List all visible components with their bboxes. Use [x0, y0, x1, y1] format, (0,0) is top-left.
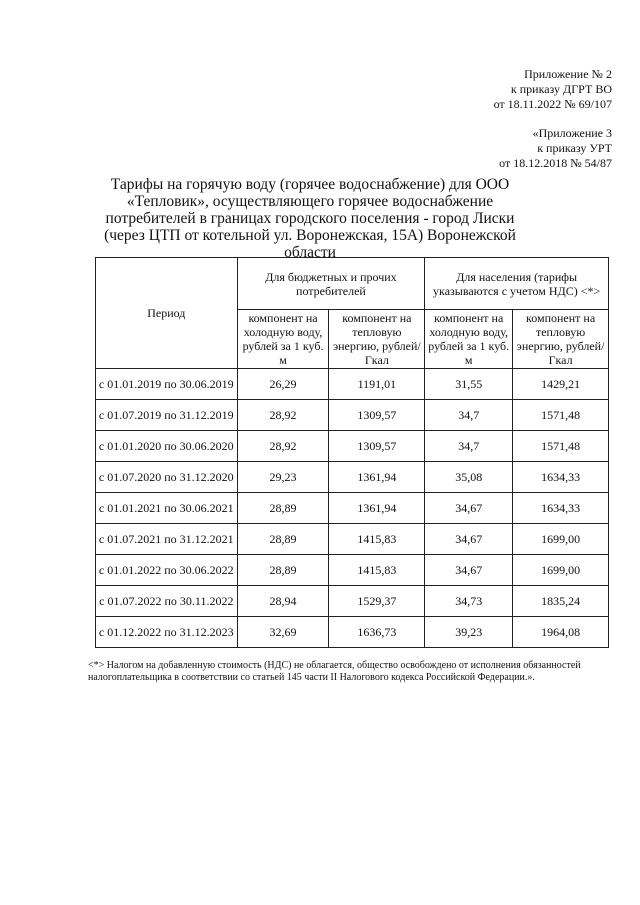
table-row [96, 431, 609, 462]
population-heat-energy-header: компонент на тепловую энергию, рублей/Гкал [513, 310, 609, 369]
period-cell: с 01.07.2020 по 31.12.2020 [96, 462, 238, 493]
period-cell: с 01.01.2019 по 30.06.2019 [96, 369, 238, 400]
budget-heat-cell: 1191,01 [329, 369, 425, 400]
population-cold-cell: 34,67 [425, 493, 513, 524]
budget-heat-energy-header: компонент на тепловую энергию, рублей/Гкал [329, 310, 425, 369]
appendix-2-header [494, 67, 612, 112]
period-cell: с 01.01.2020 по 30.06.2020 [96, 431, 238, 462]
budget-cold-cell: 28,89 [237, 493, 329, 524]
population-heat-cell: 1634,33 [513, 462, 609, 493]
table-row [96, 400, 609, 431]
table-row [96, 586, 609, 617]
budget-cold-cell: 26,29 [237, 369, 329, 400]
budget-cold-cell: 28,94 [237, 586, 329, 617]
population-header: Для населения (тарифы указываются с учетом НДС) <*> [425, 258, 609, 310]
vat-footnote: <*> Налогом на добавленную стоимость (НДС) не облагается, общество освобождено от исполнения обязанностей налогоплательщика в соответствии со статьей 145 части II Налогового кодекса Российской Федерации.». [88, 660, 581, 683]
budget-cold-cell: 32,69 [237, 617, 329, 648]
period-cell: с 01.01.2022 по 30.06.2022 [96, 555, 238, 586]
population-cold-cell: 34,7 [425, 431, 513, 462]
appendix-3-date: от 18.12.2018 № 54/87 [499, 156, 612, 170]
table-row [96, 617, 609, 648]
population-cold-cell: 39,23 [425, 617, 513, 648]
population-heat-cell: 1571,48 [513, 400, 609, 431]
appendix-2-date: от 18.11.2022 № 69/107 [493, 97, 612, 111]
appendix-3-title: «Приложение 3 [532, 126, 612, 140]
population-cold-cell: 35,08 [425, 462, 513, 493]
budget-cold-cell: 29,23 [237, 462, 329, 493]
appendix-2-title: Приложение № 2 [524, 67, 612, 81]
appendix-3-order: к приказу УРТ [537, 141, 612, 155]
table-row [96, 493, 609, 524]
population-cold-water-header: компонент на холодную воду, рублей за 1 куб. м [425, 310, 513, 369]
population-cold-cell: 34,73 [425, 586, 513, 617]
table-row [96, 555, 609, 586]
population-heat-cell: 1699,00 [513, 555, 609, 586]
budget-heat-cell: 1361,94 [329, 462, 425, 493]
table-row [96, 369, 609, 400]
table-row [96, 462, 609, 493]
budget-cold-cell: 28,89 [237, 555, 329, 586]
population-cold-cell: 34,7 [425, 400, 513, 431]
period-cell: с 01.07.2022 по 30.11.2022 [96, 586, 238, 617]
population-heat-cell: 1429,21 [513, 369, 609, 400]
period-cell: с 01.01.2021 по 30.06.2021 [96, 493, 238, 524]
period-cell: с 01.12.2022 по 31.12.2023 [96, 617, 238, 648]
budget-cold-cell: 28,89 [237, 524, 329, 555]
budget-cold-cell: 28,92 [237, 431, 329, 462]
appendix-2-order: к приказу ДГРТ ВО [510, 82, 612, 96]
tariff-table [95, 257, 609, 648]
budget-heat-cell: 1415,83 [329, 555, 425, 586]
budget-heat-cell: 1636,73 [329, 617, 425, 648]
budget-cold-water-header: компонент на холодную воду, рублей за 1 куб. м [237, 310, 329, 369]
period-cell: с 01.07.2021 по 31.12.2021 [96, 524, 238, 555]
period-header: Период [96, 258, 238, 369]
population-cold-cell: 31,55 [425, 369, 513, 400]
budget-heat-cell: 1361,94 [329, 493, 425, 524]
document-title: Тарифы на горячую воду (горячее водоснабжение) для ООО «Тепловик», осуществляющего горячее водоснабжение потребителей в границах городского поселения - город Лиски (через ЦТП от котельной ул. Воронежская, 15А) Воронежской области [104, 176, 516, 261]
population-heat-cell: 1835,24 [513, 586, 609, 617]
population-heat-cell: 1964,08 [513, 617, 609, 648]
population-heat-cell: 1571,48 [513, 431, 609, 462]
population-cold-cell: 34,67 [425, 524, 513, 555]
population-heat-cell: 1699,00 [513, 524, 609, 555]
table-row [96, 524, 609, 555]
budget-consumers-header: Для бюджетных и прочих потребителей [237, 258, 425, 310]
budget-heat-cell: 1309,57 [329, 431, 425, 462]
budget-heat-cell: 1415,83 [329, 524, 425, 555]
budget-heat-cell: 1309,57 [329, 400, 425, 431]
population-heat-cell: 1634,33 [513, 493, 609, 524]
budget-cold-cell: 28,92 [237, 400, 329, 431]
period-cell: с 01.07.2019 по 31.12.2019 [96, 400, 238, 431]
appendix-3-header [499, 126, 612, 171]
budget-heat-cell: 1529,37 [329, 586, 425, 617]
population-cold-cell: 34,67 [425, 555, 513, 586]
